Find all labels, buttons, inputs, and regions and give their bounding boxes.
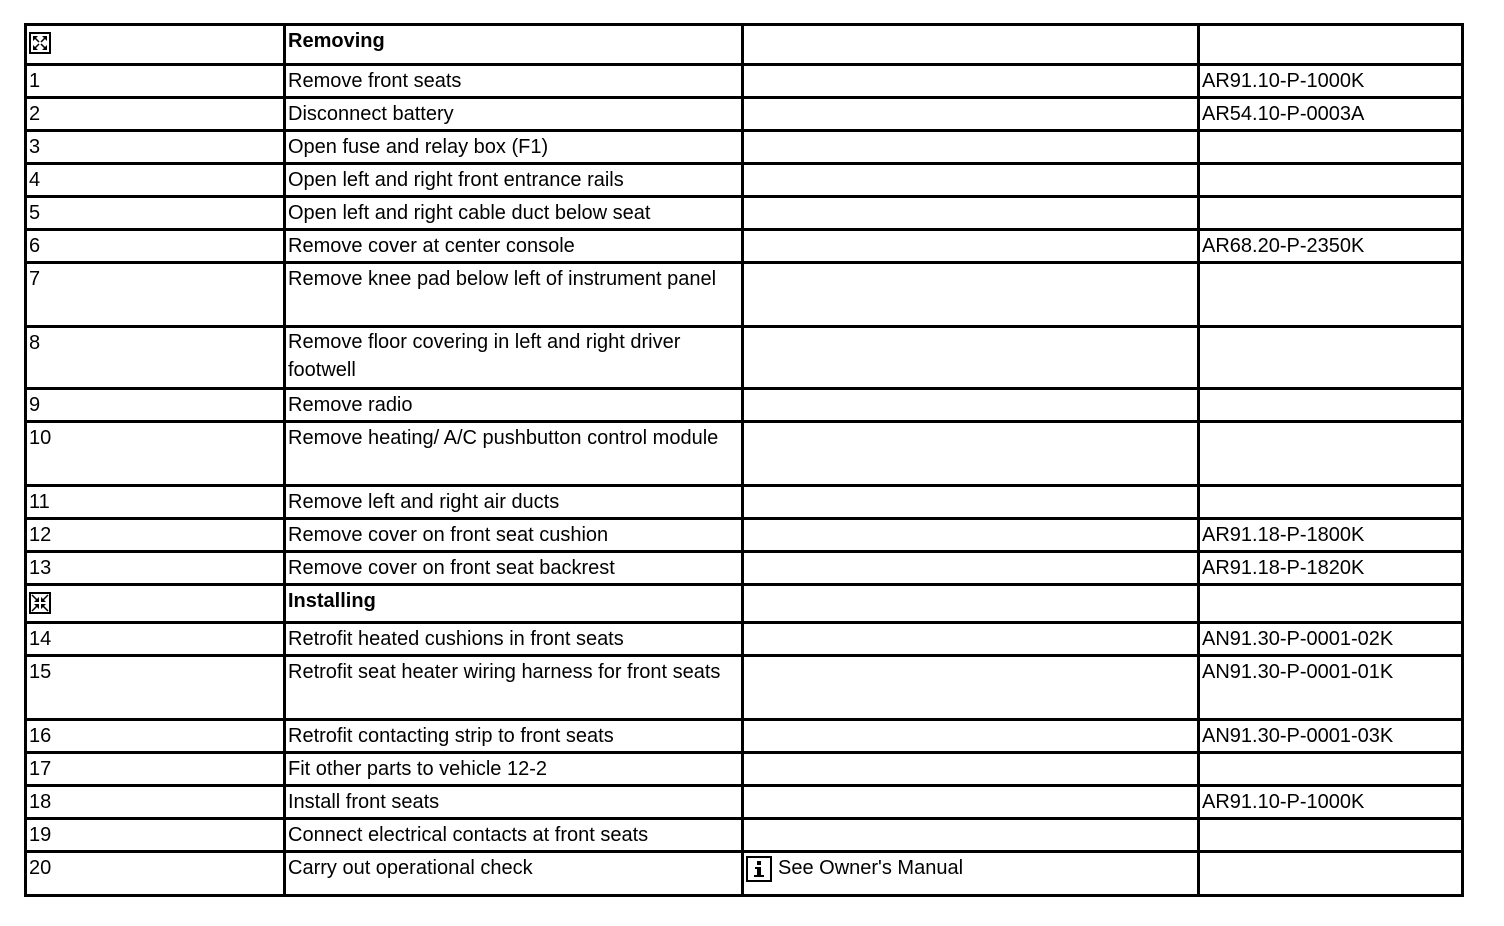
step-number: 18 (26, 786, 285, 819)
step-note (743, 263, 1199, 327)
step-note (743, 197, 1199, 230)
table-row (26, 720, 1463, 753)
step-reference: AR91.10-P-1000K (1199, 786, 1463, 819)
table-row (26, 131, 1463, 164)
step-number: 20 (26, 852, 285, 896)
step-number: 9 (26, 389, 285, 422)
step-description: Retrofit seat heater wiring harness for front seats (285, 656, 743, 720)
table-row (26, 197, 1463, 230)
step-note (743, 552, 1199, 585)
step-number: 5 (26, 197, 285, 230)
step-number: 6 (26, 230, 285, 263)
step-description: Remove cover on front seat backrest (285, 552, 743, 585)
step-description: Remove front seats (285, 65, 743, 98)
table-row (26, 389, 1463, 422)
step-description: Open left and right cable duct below seat (285, 197, 743, 230)
step-reference: AR68.20-P-2350K (1199, 230, 1463, 263)
section-title-installing: Installing (285, 585, 743, 623)
step-number: 13 (26, 552, 285, 585)
section-header-installing (26, 585, 1463, 623)
step-description: Remove cover at center console (285, 230, 743, 263)
table-row (26, 98, 1463, 131)
table-row (26, 623, 1463, 656)
step-note (743, 65, 1199, 98)
step-reference (1199, 327, 1463, 389)
step-description: Remove floor covering in left and right driver footwell (285, 327, 743, 389)
table-row (26, 422, 1463, 486)
step-description: Disconnect battery (285, 98, 743, 131)
table-row (26, 786, 1463, 819)
step-number: 14 (26, 623, 285, 656)
step-reference (1199, 486, 1463, 519)
step-note (743, 623, 1199, 656)
table-row (26, 263, 1463, 327)
step-note (743, 852, 1199, 896)
table-row (26, 327, 1463, 389)
step-number: 7 (26, 263, 285, 327)
expand-arrows-icon (29, 32, 51, 54)
table-row (26, 519, 1463, 552)
procedure-table (24, 23, 1464, 897)
step-description: Remove radio (285, 389, 743, 422)
step-number: 10 (26, 422, 285, 486)
step-reference (1199, 263, 1463, 327)
step-reference (1199, 164, 1463, 197)
collapse-arrows-icon (29, 592, 51, 614)
step-note (743, 98, 1199, 131)
step-number: 11 (26, 486, 285, 519)
table-row (26, 230, 1463, 263)
step-number: 2 (26, 98, 285, 131)
step-reference (1199, 852, 1463, 896)
step-note (743, 786, 1199, 819)
step-note (743, 422, 1199, 486)
step-reference: AR91.18-P-1820K (1199, 552, 1463, 585)
step-description: Open left and right front entrance rails (285, 164, 743, 197)
step-reference (1199, 753, 1463, 786)
step-note (743, 753, 1199, 786)
step-number: 4 (26, 164, 285, 197)
step-description: Fit other parts to vehicle 12-2 (285, 753, 743, 786)
step-note (743, 720, 1199, 753)
table-row (26, 819, 1463, 852)
step-note (743, 656, 1199, 720)
step-description: Remove cover on front seat cushion (285, 519, 743, 552)
step-number: 15 (26, 656, 285, 720)
step-reference: AR54.10-P-0003A (1199, 98, 1463, 131)
owners-manual-link[interactable]: See Owner's Manual (778, 857, 964, 879)
step-reference (1199, 422, 1463, 486)
step-reference: AN91.30-P-0001-02K (1199, 623, 1463, 656)
step-note (743, 389, 1199, 422)
info-icon[interactable] (746, 856, 772, 882)
step-note (743, 486, 1199, 519)
step-number: 16 (26, 720, 285, 753)
step-note (743, 230, 1199, 263)
step-description: Remove left and right air ducts (285, 486, 743, 519)
step-number: 19 (26, 819, 285, 852)
step-description: Retrofit contacting strip to front seats (285, 720, 743, 753)
table-row (26, 164, 1463, 197)
step-reference: AR91.18-P-1800K (1199, 519, 1463, 552)
step-number: 3 (26, 131, 285, 164)
step-description: Install front seats (285, 786, 743, 819)
table-row (26, 753, 1463, 786)
step-number: 8 (26, 327, 285, 389)
step-reference: AN91.30-P-0001-03K (1199, 720, 1463, 753)
step-reference: AN91.30-P-0001-01K (1199, 656, 1463, 720)
section-header-removing (26, 25, 1463, 65)
table-row (26, 65, 1463, 98)
step-number: 17 (26, 753, 285, 786)
section-title-removing: Removing (285, 25, 743, 65)
step-reference (1199, 819, 1463, 852)
step-description: Connect electrical contacts at front seats (285, 819, 743, 852)
step-description: Remove heating/ A/C pushbutton control module (285, 422, 743, 486)
step-description: Open fuse and relay box (F1) (285, 131, 743, 164)
step-note (743, 327, 1199, 389)
step-description: Remove knee pad below left of instrument panel (285, 263, 743, 327)
step-note (743, 164, 1199, 197)
step-note (743, 519, 1199, 552)
step-reference (1199, 197, 1463, 230)
table-row (26, 486, 1463, 519)
step-note (743, 819, 1199, 852)
step-number: 12 (26, 519, 285, 552)
step-description: Carry out operational check (285, 852, 743, 896)
table-row (26, 552, 1463, 585)
step-reference: AR91.10-P-1000K (1199, 65, 1463, 98)
table-row (26, 656, 1463, 720)
step-number: 1 (26, 65, 285, 98)
table-row (26, 852, 1463, 896)
step-description: Retrofit heated cushions in front seats (285, 623, 743, 656)
step-reference (1199, 389, 1463, 422)
step-note (743, 131, 1199, 164)
step-reference (1199, 131, 1463, 164)
